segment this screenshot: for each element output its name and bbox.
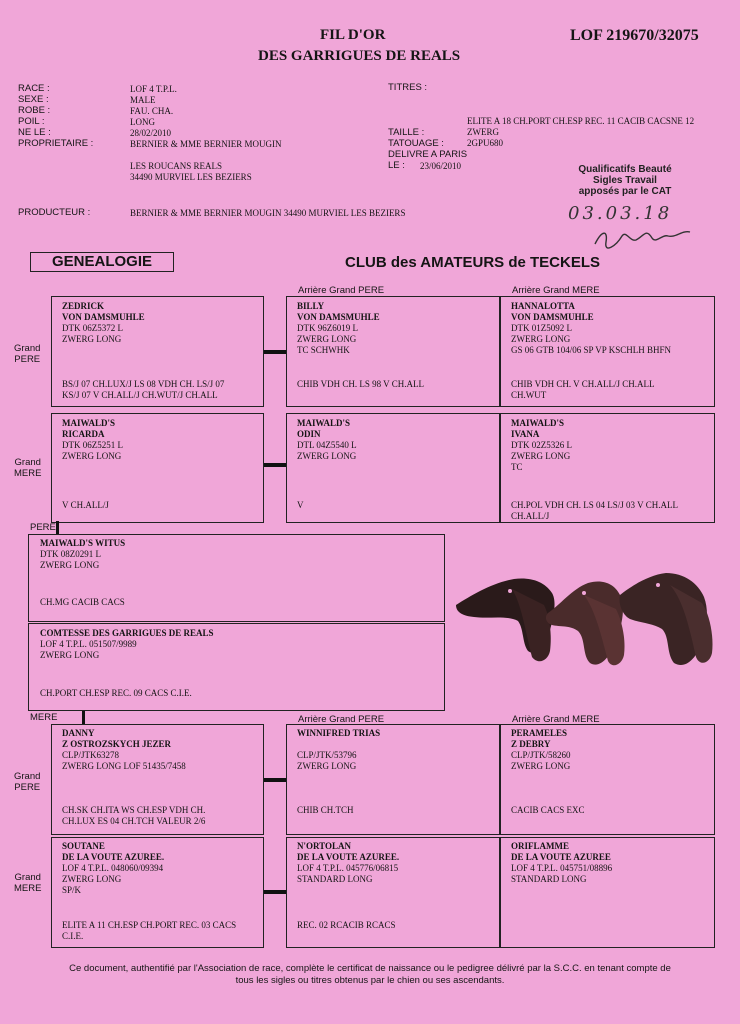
- pere-box: MAIWALD'S WITUS DTK 08Z0291 L ZWERG LONG CH.MG CACIB CACS: [28, 534, 445, 622]
- producteur-label: PRODUCTEUR :: [18, 207, 91, 218]
- sire-grand-pere-box: ZEDRICK VON DAMSMUHLE DTK 06Z5372 L ZWERG LONG BS/J 07 CH.LUX/J LS 08 VDH CH. LS/J 07 KS/J 07 V CH.ALL/J CH.WUT/J CH.ALL: [51, 296, 264, 407]
- robe-value: FAU. CHA.: [130, 106, 174, 116]
- sexe-value: MALE: [130, 95, 156, 105]
- stamp-date: 03.03.18: [568, 203, 673, 224]
- sire-agp-box-1: BILLY VON DAMSMUHLE DTK 96Z6019 L ZWERG LONG TC SCHWHK CHIB VDH CH. LS 98 V CH.ALL: [286, 296, 500, 407]
- sire-agp-box-2: MAIWALD'S ODIN DTL 04Z5540 L ZWERG LONG V: [286, 413, 500, 523]
- dam-agm-box-2: ORIFLAMME DE LA VOUTE AZUREE LOF 4 T.P.L. 045751/08896 STANDARD LONG: [500, 837, 715, 948]
- sexe-label: SEXE :: [18, 94, 49, 105]
- genealogie-title: GENEALOGIE: [30, 252, 174, 272]
- poil-label: POIL :: [18, 116, 45, 127]
- connector-sire-gm: [264, 463, 286, 467]
- race-value: LOF 4 T.P.L.: [130, 84, 177, 94]
- le-label: LE :: [388, 160, 405, 171]
- titres-value: ELITE A 18 CH.PORT CH.ESP REC. 11 CACIB CACSNE 12: [467, 116, 695, 126]
- dam-grand-mere-label: Grand MERE: [14, 872, 42, 894]
- stamp-line2: Sigles Travail: [593, 175, 657, 186]
- address-line1: LES ROUCANS REALS: [130, 161, 223, 171]
- ne-value: 28/02/2010: [130, 128, 172, 138]
- stamp-line1: Qualificatifs Beauté: [578, 164, 672, 175]
- robe-label: ROBE :: [18, 105, 51, 116]
- connector-mere: [82, 711, 85, 725]
- ne-label: NE LE :: [18, 127, 51, 138]
- stamp-line3: apposés par le CAT: [578, 186, 672, 197]
- connector-sire-gp: [264, 350, 286, 354]
- agm-header-top: Arrière Grand MERE: [512, 285, 600, 296]
- proprietaire-value: BERNIER & MME BERNIER MOUGIN: [130, 139, 282, 149]
- dog-name-line2: DES GARRIGUES DE REALS: [258, 48, 461, 64]
- footer-line1: Ce document, authentifié par l'Association de race, complète le certificat de naissance ou le pedigree délivré par la S.C.C. en tenant compte de: [69, 963, 671, 974]
- club-title: CLUB des AMATEURS de TECKELS: [345, 254, 601, 271]
- dam-agp-box-1: WINNIFRED TRIAS CLP/JTK/53796 ZWERG LONG CHIB CH.TCH: [286, 724, 500, 835]
- taille-value: ZWERG: [467, 127, 499, 137]
- signature-icon: [590, 222, 700, 252]
- tatouage-label: TATOUAGE :: [388, 138, 444, 149]
- address-line2: 34490 MURVIEL LES BEZIERS: [130, 172, 252, 182]
- connector-pere: [56, 521, 59, 535]
- connector-dam-gp: [264, 778, 286, 782]
- mere-box: COMTESSE DES GARRIGUES DE REALS LOF 4 T.P.L. 051507/9989 ZWERG LONG CH.PORT CH.ESP REC. 09 CACS C.I.E.: [28, 623, 445, 711]
- lof-number: LOF 219670/32075: [570, 27, 699, 44]
- agp-header-bottom: Arrière Grand PERE: [298, 714, 385, 725]
- le-value: 23/06/2010: [420, 161, 462, 171]
- agm-header-bottom: Arrière Grand MERE: [512, 714, 600, 725]
- connector-dam-gm: [264, 890, 286, 894]
- dam-grand-pere-label: Grand PERE: [14, 771, 41, 793]
- titres-label: TITRES :: [388, 82, 428, 93]
- dachshund-heads-icon: [452, 565, 717, 675]
- taille-label: TAILLE :: [388, 127, 425, 138]
- sire-agm-box-2: MAIWALD'S IVANA DTK 02Z5326 L ZWERG LONG TC CH.POL VDH CH. LS 04 LS/J 03 V CH.ALL CH.ALL/J: [500, 413, 715, 523]
- proprietaire-label: PROPRIETAIRE :: [18, 138, 94, 149]
- mere-label: MERE: [30, 712, 58, 723]
- agp-header-top: Arrière Grand PERE: [298, 285, 385, 296]
- footer-note: [20, 963, 720, 987]
- delivre-label: DELIVRE A PARIS: [388, 149, 468, 160]
- sire-agm-box-1: HANNALOTTA VON DAMSMUHLE DTK 01Z5092 L ZWERG LONG GS 06 GTB 104/06 SP VP KSCHLH BHFN CHIB VDH CH. V CH.ALL/J CH.ALL CH.WUT: [500, 296, 715, 407]
- dam-grand-mere-box: SOUTANE DE LA VOUTE AZUREE. LOF 4 T.P.L. 048060/09394 ZWERG LONG SP/K ELITE A 11 CH.ESP CH.PORT REC. 03 CACS C.I.E.: [51, 837, 264, 948]
- sire-grand-mere-label: Grand MERE: [14, 457, 42, 479]
- sire-grand-pere-label: Grand PERE: [14, 343, 41, 365]
- sire-grand-mere-box: MAIWALD'S RICARDA DTK 06Z5251 L ZWERG LONG V CH.ALL/J: [51, 413, 264, 523]
- footer-line2: tous les sigles ou titres obtenus par le chien ou ses ascendants.: [235, 975, 505, 986]
- dam-agp-box-2: N'ORTOLAN DE LA VOUTE AZUREE. LOF 4 T.P.L. 045776/06815 STANDARD LONG REC. 02 RCACIB RCACS: [286, 837, 500, 948]
- cat-stamp: [555, 164, 695, 197]
- info-labels: [18, 83, 93, 149]
- tatouage-value: 2GPU680: [467, 138, 504, 148]
- producteur-value: BERNIER & MME BERNIER MOUGIN 34490 MURVIEL LES BEZIERS: [130, 208, 406, 218]
- dam-agm-box-1: PERAMELES Z DEBRY CLP/JTK/58260 ZWERG LONG CACIB CACS EXC: [500, 724, 715, 835]
- race-label: RACE :: [18, 83, 50, 94]
- poil-value: LONG: [130, 117, 155, 127]
- dam-grand-pere-box: DANNY Z OSTROZSKYCH JEZER CLP/JTK63278 ZWERG LONG LOF 51435/7458 CH.SK CH.ITA WS CH.ESP VDH CH. CH.LUX ES 04 CH.TCH VALEUR 2/6: [51, 724, 264, 835]
- info-values: [130, 84, 282, 183]
- dog-name-line1: FIL D'OR: [320, 27, 386, 43]
- pere-label: PERE: [30, 522, 56, 533]
